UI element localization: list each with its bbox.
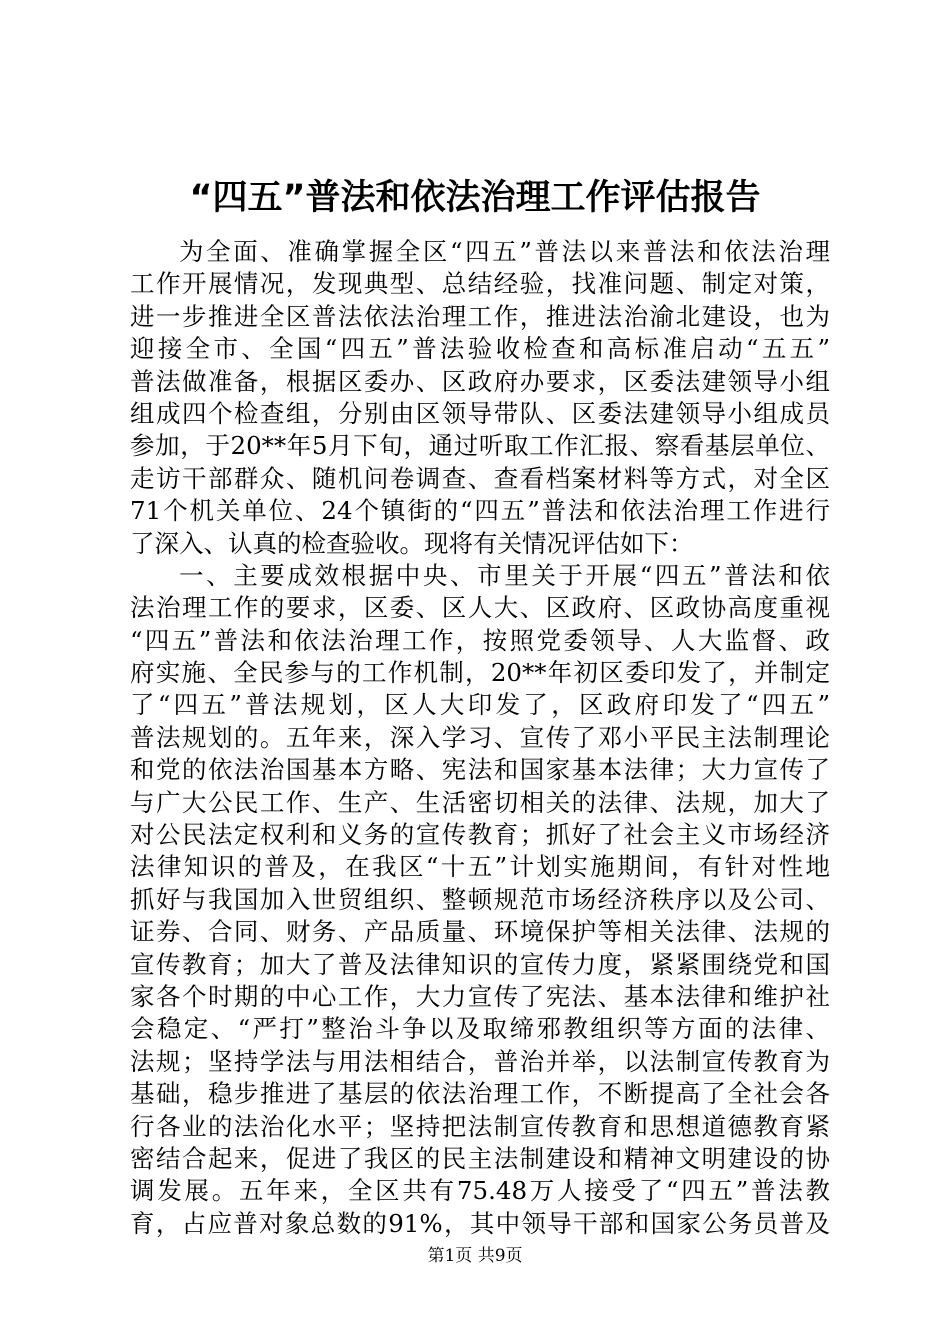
body-line: 基础，稳步推进了基层的依法治理工作，不断提高了全社会各 — [130, 1079, 830, 1109]
body-line: 普法规划的。五年来，深入学习、宣传了邓小平民主法制理论 — [130, 722, 830, 752]
body-line: 证券、合同、财务、产品质量、环境保护等相关法律、法规的 — [130, 917, 830, 947]
body-line: 进一步推进全区普法依法治理工作，推进法治渝北建设，也为 — [130, 301, 830, 331]
body-line: 法规；坚持学法与用法相结合，普治并举，以法制宣传教育为 — [130, 1046, 830, 1076]
body-line: 工作开展情况，发现典型、总结经验，找准问题、制定对策， — [130, 269, 830, 299]
body-line: 府实施、全民参与的工作机制，20**年初区委印发了，并制定 — [130, 658, 830, 688]
body-line: 家各个时期的中心工作，大力宣传了宪法、基本法律和维护社 — [130, 981, 830, 1011]
body-line: 迎接全市、全国“四五”普法验收检查和高标准启动“五五” — [130, 334, 830, 364]
body-line: 了深入、认真的检查验收。现将有关情况评估如下： — [130, 528, 694, 558]
body-line: 密结合起来，促进了我区的民主法制建设和精神文明建设的协 — [130, 1143, 830, 1173]
body-line: 法律知识的普及，在我区“十五”计划实施期间，有针对性地 — [130, 852, 830, 882]
body-line: 抓好与我国加入世贸组织、整顿规范市场经济秩序以及公司、 — [130, 884, 830, 914]
body-line: 和党的依法治国基本方略、宪法和国家基本法律；大力宣传了 — [130, 755, 830, 785]
document-title: “四五”普法和依法治理工作评估报告 — [189, 178, 761, 218]
body-line: 71个机关单位、24个镇街的“四五”普法和依法治理工作进行 — [130, 496, 830, 526]
page-number: 第1页 共9页 — [427, 1246, 523, 1266]
body-line: 为全面、准确掌握全区“四五”普法以来普法和依法治理 — [179, 237, 830, 266]
body-line: 走访干部群众、随机问卷调查、查看档案材料等方式，对全区 — [130, 463, 830, 493]
body-line: 对公民法定权利和义务的宣传教育；抓好了社会主义市场经济 — [130, 820, 830, 850]
body-line: 法治理工作的要求，区委、区人大、区政府、区政协高度重视 — [130, 593, 830, 623]
body-line: 育，占应普对象总数的91%，其中领导干部和国家公务员普及 — [130, 1208, 830, 1238]
body-line: 与广大公民工作、生产、生活密切相关的法律、法规，加大了 — [130, 787, 830, 817]
body-line: 参加，于20**年5月下旬，通过听取工作汇报、察看基层单位、 — [130, 431, 830, 461]
body-line: 一、主要成效根据中央、市里关于开展“四五”普法和依 — [179, 560, 830, 590]
body-line: 了“四五”普法规划，区人大印发了，区政府印发了“四五” — [130, 690, 830, 720]
body-line: 组成四个检查组，分别由区领导带队、区委法建领导小组成员 — [130, 398, 830, 428]
body-line: 普法做准备，根据区委办、区政府办要求，区委法建领导小组 — [130, 366, 830, 396]
body-line: 行各业的法治化水平；坚持把法制宣传教育和思想道德教育紧 — [130, 1111, 830, 1141]
body-line: “四五”普法和依法治理工作，按照党委领导、人大监督、政 — [130, 625, 830, 655]
body-line: 调发展。五年来，全区共有75.48万人接受了“四五”普法教 — [130, 1176, 830, 1206]
body-line: 会稳定、“严打”整治斗争以及取缔邪教组织等方面的法律、 — [130, 1014, 830, 1044]
body-line: 宣传教育；加大了普及法律知识的宣传力度，紧紧围绕党和国 — [130, 949, 830, 979]
document-body — [130, 236, 830, 1240]
